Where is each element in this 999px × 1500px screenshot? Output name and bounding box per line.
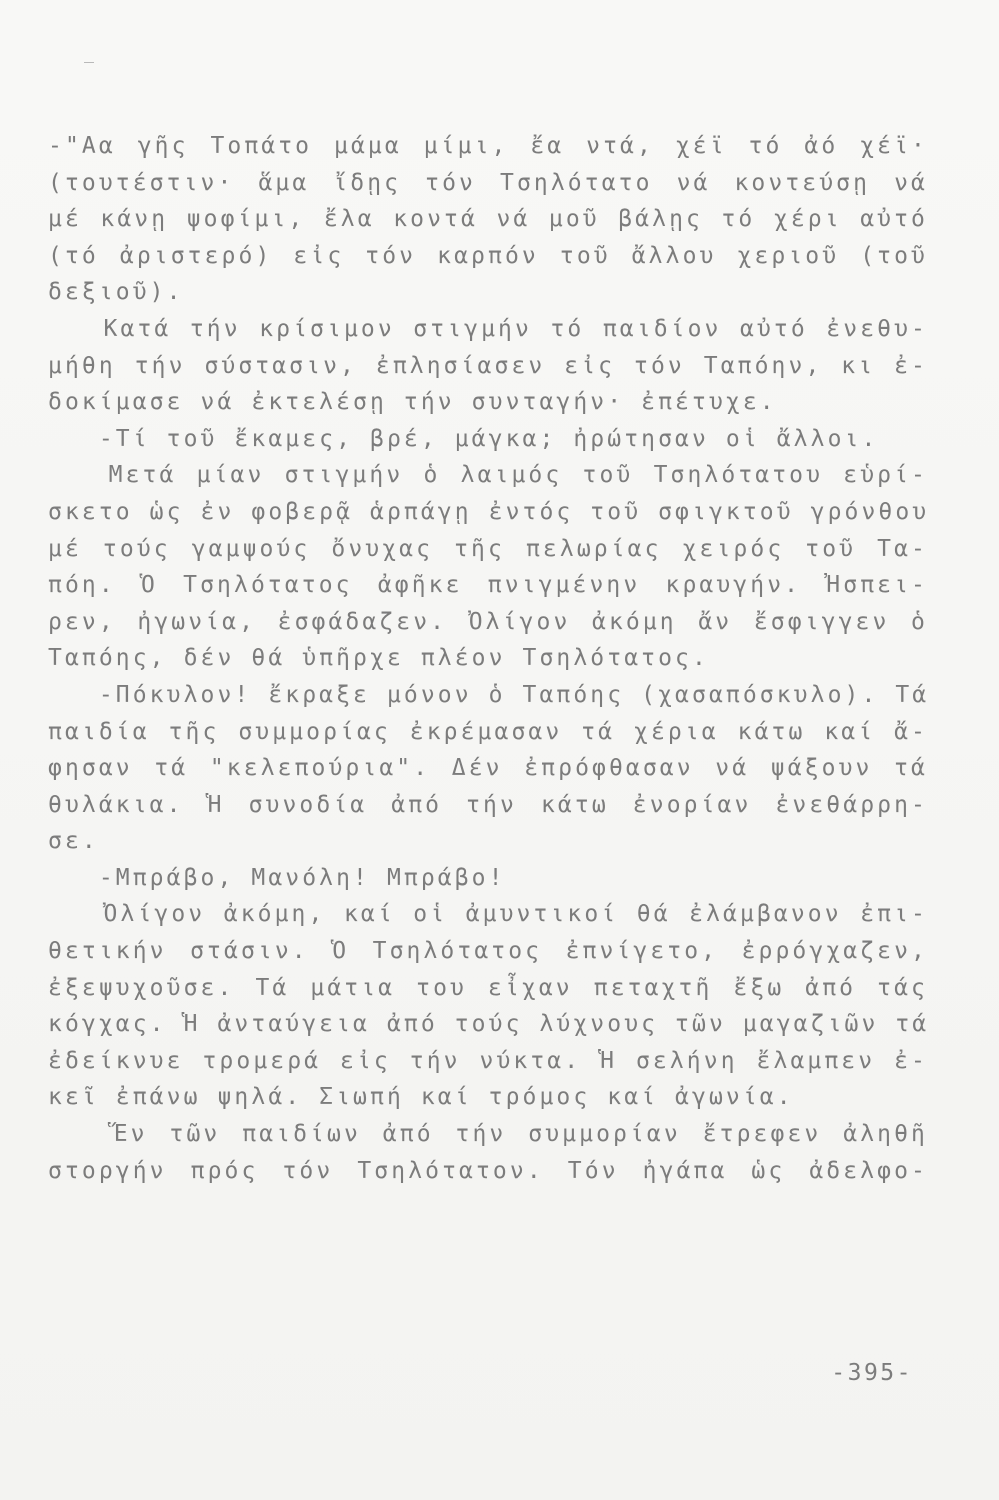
text-line: σε. xyxy=(48,828,99,855)
text-line: παιδία τῆς συμμορίας ἐκρέμασαν τά χέρια κάτω καί ἄ- xyxy=(48,718,928,745)
text-line: μέ τούς γαμψούς ὄνυχας τῆς πελωρίας χειρός τοῦ Τα- xyxy=(48,535,928,562)
text-line: κεῖ ἐπάνω ψηλά. Σιωπή καί τρόμος καί ἀγωνία. xyxy=(48,1084,794,1111)
text-line: Ταπόης, δέν θά ὑπῆρχε πλέον Τσηλότατος. xyxy=(48,645,709,672)
text-line: -Πόκυλον! ἔκραξε μόνον ὁ Ταπόης (χασαπόσκυλο). Τά xyxy=(48,681,930,708)
text-line: μήθη τήν σύστασιν, ἐπλησίασεν εἰς τόν Ταπόην, κι ἐ- xyxy=(48,352,928,379)
text-line: θετικήν στάσιν. Ὁ Τσηλότατος ἐπνίγετο, ἐρρόγχαζεν, xyxy=(48,938,928,965)
text-line: ἐξεψυχοῦσε. Τά μάτια του εἶχαν πεταχτῆ ἔξω ἀπό τάς xyxy=(48,974,928,1001)
text-line: -"Αα γῆς Τοπάτο μάμα μίμι, ἔα ντά, χέϊ τό ἀό χέϊ· xyxy=(48,133,928,159)
text-line: -Μπράβο, Μανόλη! Μπράβο! xyxy=(48,864,506,891)
text-line: σκετο ὡς ἐν φοβερᾷ ἁρπάγῃ ἐντός τοῦ σφιγκτοῦ γρόνθου xyxy=(48,498,930,525)
text-line: ρεν, ἠγωνία, ἐσφάδαζεν. Ὀλίγον ἀκόμη ἄν ἔσφιγγεν ὁ xyxy=(48,608,928,635)
text-line: δοκίμασε νά ἐκτελέσῃ τήν συνταγήν· ἐπέτυχε. xyxy=(48,389,777,416)
text-line: δεξιοῦ). xyxy=(48,279,184,306)
page-number: -395- xyxy=(831,1360,913,1386)
text-line: μέ κάνῃ ψοφίμι, ἔλα κοντά νά μοῦ βάλῃς τό χέρι αὐτό xyxy=(48,206,928,233)
text-line: στοργήν πρός τόν Τσηλότατον. Τόν ἠγάπα ὡς ἀδελφο- xyxy=(48,1157,928,1184)
body-text xyxy=(48,128,928,1189)
text-line: πόη. Ὁ Τσηλότατος ἀφῆκε πνιγμένην κραυγήν. Ἠσπει- xyxy=(48,572,928,599)
text-line: -Τί τοῦ ἔκαμες, βρέ, μάγκα; ἠρώτησαν οἱ ἄλλοι. xyxy=(48,425,879,452)
text-line: θυλάκια. Ἡ συνοδία ἀπό τήν κάτω ἐνορίαν ἐνεθάρρη- xyxy=(48,791,928,818)
text-line: Ὀλίγον ἀκόμη, καί οἱ ἀμυντικοί θά ἐλάμβανον ἐπι- xyxy=(48,901,928,928)
text-line: Κατά τήν κρίσιμον στιγμήν τό παιδίον αὐτό ἐνεθυ- xyxy=(48,315,928,342)
text-line: Μετά μίαν στιγμήν ὁ λαιμός τοῦ Τσηλότατου εὑρί- xyxy=(48,462,928,489)
text-line: φησαν τά "κελεπούρια". Δέν ἐπρόφθασαν νά ψάξουν τά xyxy=(48,755,928,782)
text-line: (τουτέστιν· ἅμα ἴδῃς τόν Τσηλότατο νά κοντεύσῃ νά xyxy=(48,169,928,196)
text-line: κόγχας. Ἡ ἀνταύγεια ἀπό τούς λύχνους τῶν μαγαζιῶν τά xyxy=(48,1011,930,1038)
text-line: (τό ἀριστερό) εἰς τόν καρπόν τοῦ ἄλλου χεριοῦ (τοῦ xyxy=(48,242,928,269)
text-line: Ἕν τῶν παιδίων ἀπό τήν συμμορίαν ἔτρεφεν ἀληθῆ xyxy=(48,1121,928,1148)
text-line: ἐδείκνυε τρομερά εἰς τήν νύκτα. Ἡ σελήνη ἔλαμπεν ἐ- xyxy=(48,1047,928,1074)
scan-speck xyxy=(84,62,94,63)
